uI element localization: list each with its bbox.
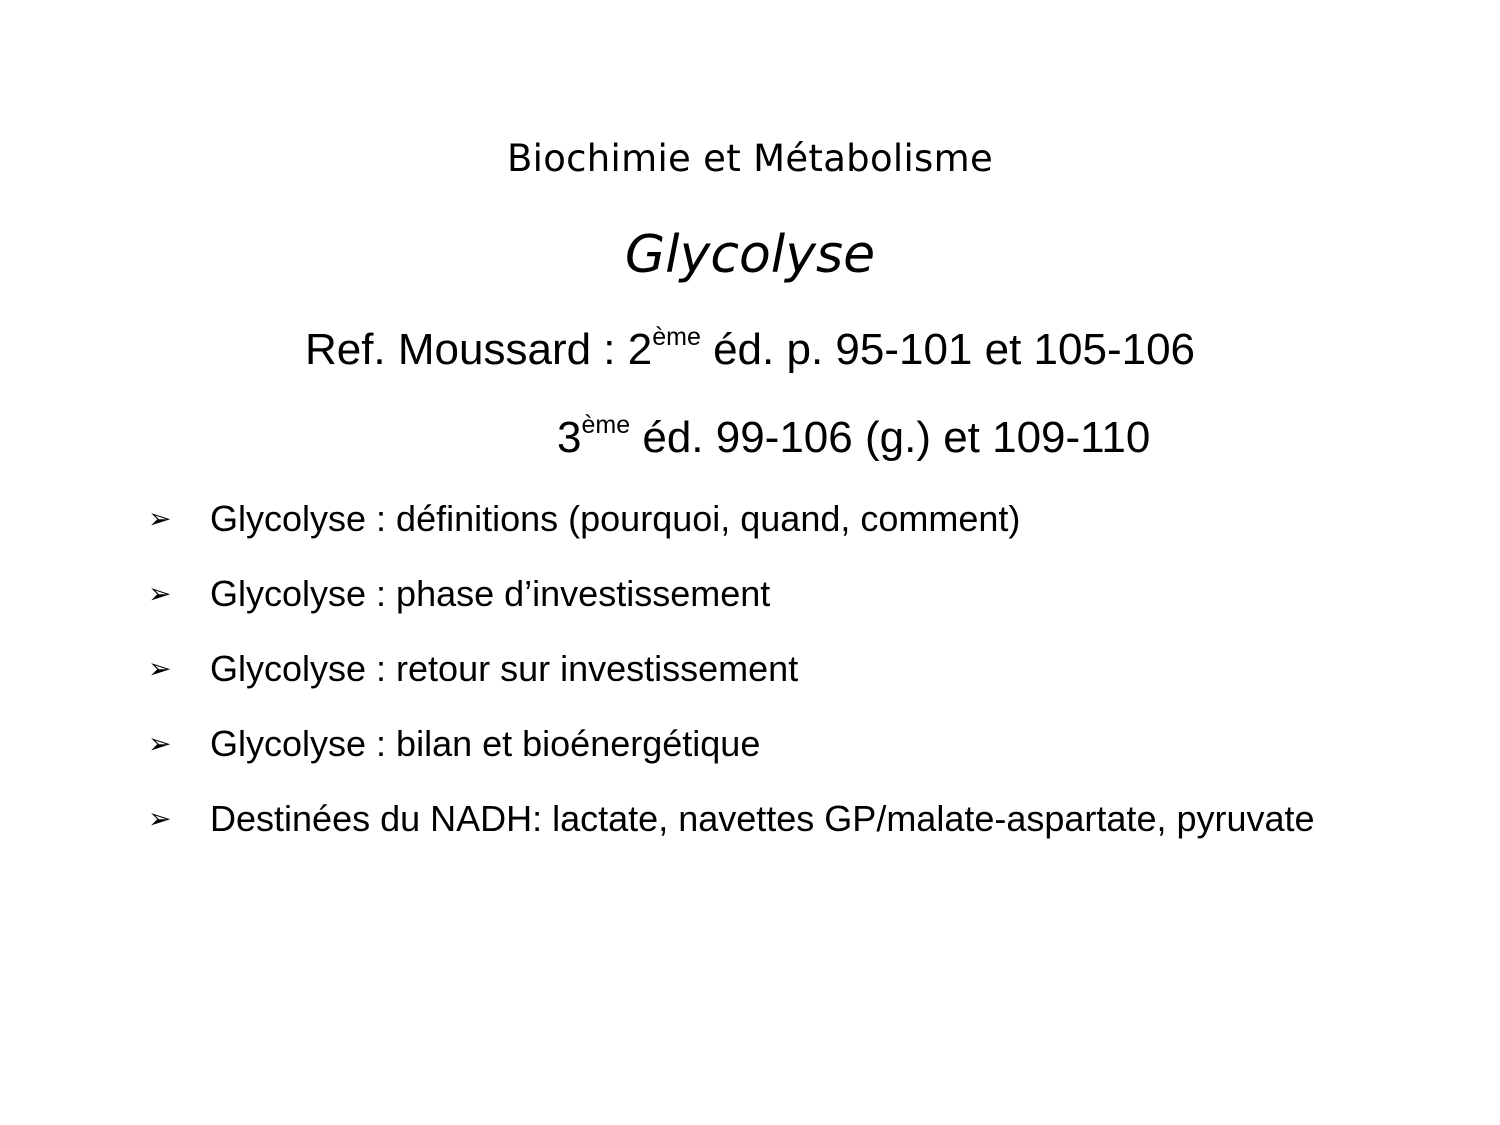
list-item [148,722,1378,766]
list-item [148,497,1378,541]
superscript: ème [581,411,631,439]
topic-title: Glycolyse [624,225,876,285]
list-item-text: Destinées du NADH: lactate, navettes GP/malate-aspartate, pyruvate [210,798,1315,839]
arrowhead-icon: ➢ [148,727,172,760]
superscript: ème [652,323,701,351]
course-title: Biochimie et Métabolisme [506,137,994,180]
arrowhead-icon: ➢ [148,652,172,685]
list-item-text: Glycolyse : retour sur investissement [210,648,799,689]
list-item [148,797,1378,841]
list-item [148,572,1378,616]
reference-line-2nd-edition [0,322,1500,384]
reference-text: éd. 99-106 (g.) et 109-110 [630,413,1151,462]
list-item-text: Glycolyse : phase d’investissement [210,573,771,614]
list-item-text: Glycolyse : définitions (pourquoi, quand, comment) [210,498,1021,539]
bullet-list [148,497,1378,872]
reference-text: 3 [557,413,582,462]
list-item [148,647,1378,691]
list-item-text: Glycolyse : bilan et bioénergétique [210,723,761,764]
arrowhead-icon: ➢ [148,577,172,610]
arrowhead-icon: ➢ [148,802,172,835]
reference-line-3rd-edition [557,410,1150,472]
reference-text: éd. p. 95-101 et 105-106 [700,325,1196,374]
reference-text: Ref. Moussard : 2 [304,325,653,374]
arrowhead-icon: ➢ [148,502,172,535]
